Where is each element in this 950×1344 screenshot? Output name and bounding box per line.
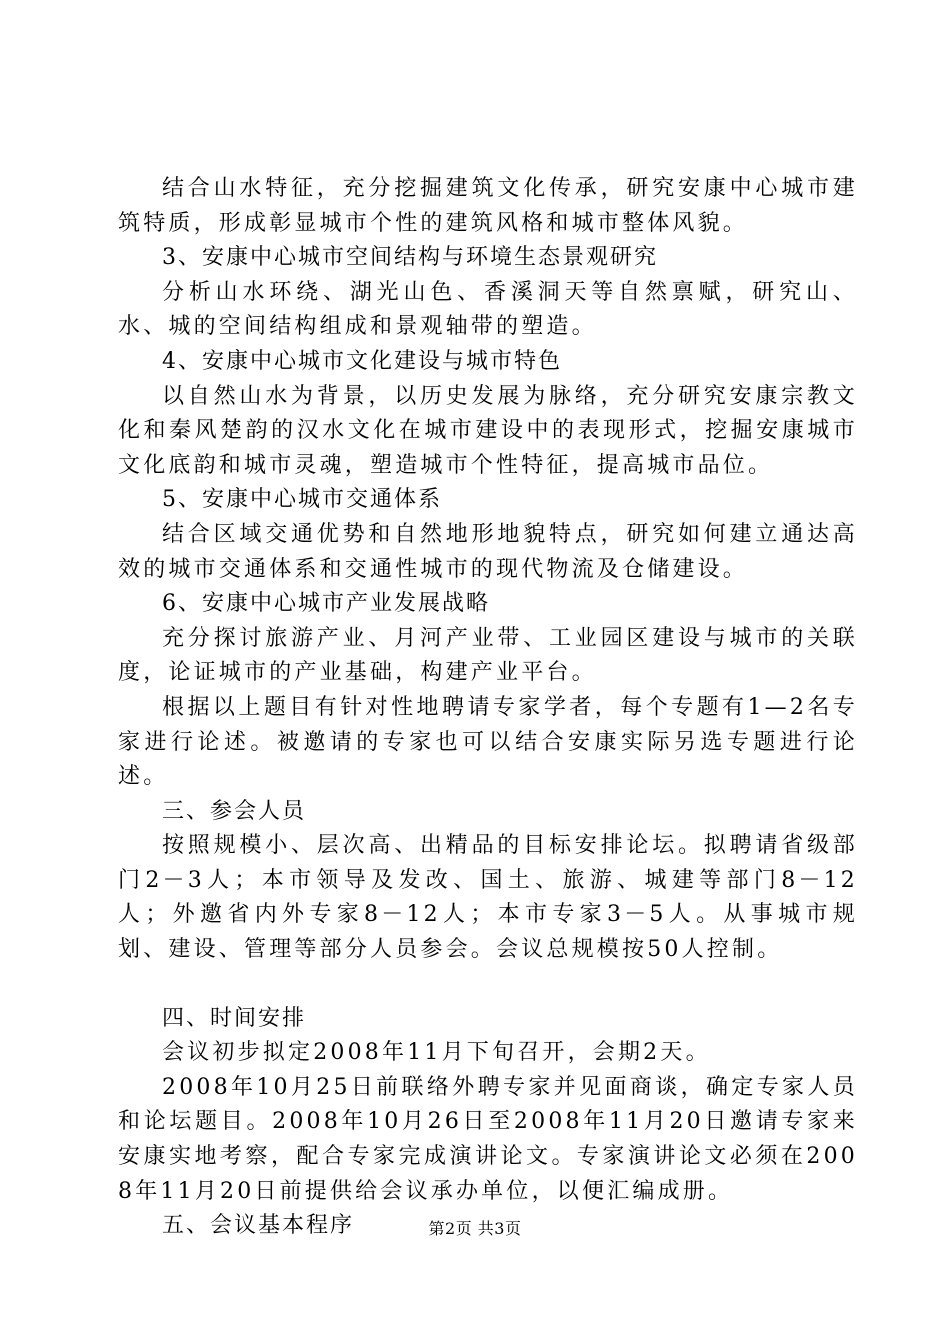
heading-section-3: 三、参会人员 [162,798,307,824]
paragraph-attendees: 按照规模小、层次高、出精品的目标安排论坛。拟聘请省级部门2－3人；本市领导及发改、国土、旅游、城建等部门8－12人；外邀省内外专家8－12人；本市专家3－5人。从事城市规划、建设、管理等部分人员参会。会议总规模按50人控制。 [118,833,858,963]
document-body [118,172,858,1244]
paragraph-topic-3: 分析山水环绕、湖光山色、香溪洞天等自然禀赋，研究山、水、城的空间结构组成和景观轴带的塑造。 [118,279,858,340]
paragraph-topic-4: 以自然山水为背景，以历史发展为脉络，充分研究安康宗教文化和秦风楚韵的汉水文化在城市建设中的表现形式，挖掘安康城市文化底韵和城市灵魂，塑造城市个性特征，提高城市品位。 [118,383,858,478]
heading-section-4: 四、时间安排 [162,1005,307,1031]
heading-topic-5: 5、安康中心城市交通体系 [162,487,442,513]
paragraph-gap [118,968,858,1002]
heading-section-5: 五、会议基本程序 [162,1213,355,1239]
paragraph-topic-6: 充分探讨旅游产业、月河产业带、工业园区建设与城市的关联度，论证城市的产业基础，构建产业平台。 [118,625,858,686]
page-number-footer: 第2页 共3页 [428,1219,522,1238]
paragraph-topic-5: 结合区域交通优势和自然地形地貌特点，研究如何建立通达高效的城市交通体系和交通性城市的现代物流及仓储建设。 [118,521,858,582]
heading-topic-4: 4、安康中心城市文化建设与城市特色 [162,348,562,374]
paragraph-expert-invitation: 根据以上题目有针对性地聘请专家学者，每个专题有1—2名专家进行论述。被邀请的专家也可以结合安康实际另选专题进行论述。 [118,694,858,790]
heading-topic-6: 6、安康中心城市产业发展战略 [162,591,490,617]
heading-topic-3: 3、安康中心城市空间结构与环境生态景观研究 [162,245,658,271]
paragraph-schedule-details: 2008年10月25日前联络外聘专家并见面商谈，确定专家人员和论坛题目。2008年10月26日至2008年11月20日邀请专家来安康实地考察，配合专家完成演讲论文。专家演讲论文必须在2008年11月20日前提供给会议承办单位，以便汇编成册。 [118,1074,858,1204]
paragraph-architecture-style: 结合山水特征，充分挖掘建筑文化传承，研究安康中心城市建筑特质，形成彰显城市个性的建筑风格和城市整体风貌。 [118,176,858,236]
paragraph-schedule-date: 会议初步拟定2008年11月下旬召开，会期2天。 [162,1040,711,1066]
